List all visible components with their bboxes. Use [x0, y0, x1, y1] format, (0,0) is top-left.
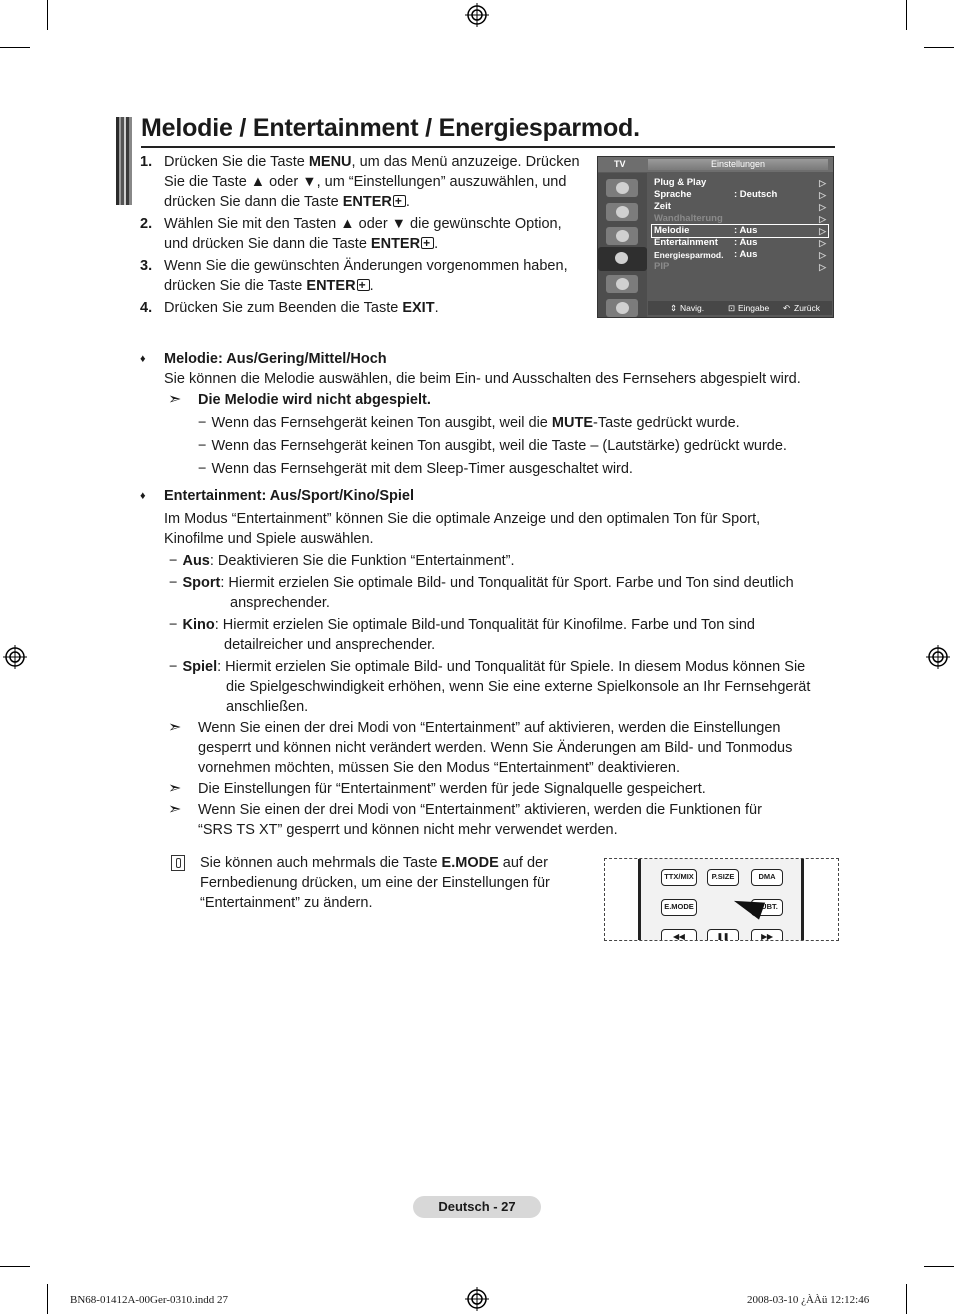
footer-nav-label: Navig.: [680, 303, 705, 313]
tv-menu-list: [652, 177, 828, 273]
crop-mark: [47, 1284, 48, 1314]
section-text: Im Modus “Entertainment” können Sie die optimale Anzeige und den optimalen Ton für Sport, Kinofilme und Spiele auswählen.: [164, 511, 761, 547]
mode-item-cont: detailreicher und ansprechender.: [224, 637, 436, 653]
dash-item: − Wenn das Fernsehgerät keinen Ton ausgibt, weil die Taste – (Lautstärke) gedrückt wurde.: [198, 438, 787, 454]
step-text: Wählen Sie mit den Tasten ▲ oder ▼ die gewünschte Option, und drücken Sie dann die Taste ENTER+ .: [164, 214, 585, 254]
note: ➣ Die Einstellungen für “Entertainment” werden für jede Signalquelle gespeichert.: [168, 780, 706, 797]
print-file-info: BN68-01412A-00Ger-0310.indd 27: [70, 1294, 229, 1306]
tv-menu-row: Entertainment : Aus ▷: [654, 237, 826, 248]
setup-gear-icon: [598, 247, 647, 271]
remote-control-illustration: [604, 858, 839, 941]
mode-item: − Kino: Hiermit erzielen Sie optimale Bild-und Tonqualität für Kinofilme. Farbe und Ton sind: [169, 617, 755, 633]
mode-item: − Sport: Hiermit erzielen Sie optimale Bild- und Tonqualität für Sport. Farbe und Ton sind deutlich: [169, 575, 794, 591]
registration-mark-icon: [465, 3, 489, 27]
tv-source-label: TV: [614, 159, 626, 169]
arrow-right-icon: ▷: [819, 262, 826, 272]
tv-menu-topbar: [598, 157, 833, 172]
dash-item: − Wenn das Fernsehgerät keinen Ton ausgibt, weil die MUTE-Taste gedrückt wurde.: [198, 415, 740, 431]
step-text: Drücken Sie zum Beenden die Taste EXIT.: [164, 300, 439, 316]
dma-button: DMA: [751, 869, 783, 886]
footer-back-label: Zurück: [794, 303, 820, 313]
sound-icon: [606, 203, 638, 221]
mode-item: − Aus: Deaktivieren Sie die Funktion “Entertainment”.: [169, 553, 515, 569]
p-size-button: P.SIZE: [707, 869, 739, 886]
subt-button: SUBT.: [751, 899, 783, 916]
navigate-icon: ⇕: [670, 303, 678, 313]
registration-mark-icon: [926, 645, 950, 669]
note-arrow-icon: ➣: [168, 801, 182, 818]
step-number: 1.: [140, 154, 153, 170]
arrow-right-icon: ▷: [819, 178, 826, 188]
tv-menu-row-selected: Melodie : Aus ▷: [654, 225, 826, 236]
mode-item-cont: ansprechender.: [230, 595, 330, 611]
step-text: Drücken Sie die Taste MENU, um das Menü anzuzeige. Drücken Sie die Taste ▲ oder ▼, um “Einstellungen” auszuwählen, und drücken Sie dann die Taste ENTER+ .: [164, 152, 585, 212]
melodie-section: [140, 349, 830, 479]
arrow-right-icon: ▷: [819, 190, 826, 200]
crop-mark: [47, 0, 48, 30]
tv-menu-row: Zeit ▷: [654, 201, 826, 212]
arrow-right-icon: ▷: [819, 226, 826, 236]
mode-item: − Spiel: Hiermit erzielen Sie optimale Bild- und Tonqualität für Spiele. In diesem Modus können Sie: [169, 659, 806, 675]
enter-icon: [421, 237, 434, 249]
step-item: [140, 214, 585, 254]
crop-mark: [906, 1284, 907, 1314]
dash-item: − Wenn das Fernsehgerät mit dem Sleep-Timer ausgeschaltet wird.: [198, 461, 633, 477]
step-item: [140, 256, 585, 296]
note: ➣ Wenn Sie einen der drei Modi von “Entertainment” auf aktivieren, werden die Einstellungen gesperrt und können nicht verändert werden. Wenn Sie Änderungen am Bild- und Tonmodus vornehmen möchten, müssen Sie den Modus “Entertainment” deaktivieren.: [168, 719, 793, 776]
diamond-bullet-icon: ♦: [140, 353, 146, 365]
mode-item-cont: die Spielgeschwindigkeit erhöhen, wenn Sie eine externe Spielkonsole an Ihr Fernsehgerät: [226, 679, 811, 695]
page-title: Melodie / Entertainment / Energiesparmod.: [141, 112, 835, 148]
step-number: 3.: [140, 258, 153, 274]
tv-menu-sidebar: [598, 173, 647, 317]
registration-mark-icon: [465, 1287, 489, 1311]
arrow-right-icon: ▷: [819, 250, 826, 260]
note: ➣ Die Melodie wird nicht abgespielt.: [168, 391, 431, 408]
step-item: [140, 152, 585, 212]
remote-body: [638, 858, 804, 941]
tv-menu-row: Energiesparmod. : Aus ▷: [654, 249, 826, 260]
page-number: Deutsch - 27: [413, 1196, 541, 1218]
crop-mark: [924, 47, 954, 48]
diamond-bullet-icon: ♦: [140, 490, 146, 502]
print-date-info: 2008-03-10 ¿ÀÀü 12:12:46: [747, 1294, 870, 1306]
note-arrow-icon: ➣: [168, 391, 182, 408]
step-item: [140, 298, 585, 318]
step-number: 2.: [140, 216, 153, 232]
section-text: Sie können die Melodie auswählen, die beim Ein- und Ausschalten des Fernsehers abgespielt wird.: [164, 371, 801, 387]
pause-button: ❚❚: [707, 929, 739, 941]
step-text: Wenn Sie die gewünschten Änderungen vorgenommen haben, drücken Sie die Taste ENTER+ .: [164, 256, 585, 296]
crop-mark: [906, 0, 907, 30]
forward-button: ▶▶: [751, 929, 783, 941]
step-number: 4.: [140, 300, 153, 316]
note: ➣ Wenn Sie einen der drei Modi von “Entertainment” aktivieren, werden die Funktionen für “SRS TS XT” gesperrt und können nicht mehr verwendet werden.: [168, 801, 762, 838]
entertainment-section: [140, 486, 830, 840]
enter-small-icon: ⊡: [728, 303, 736, 313]
arrow-right-icon: ▷: [819, 202, 826, 212]
title-decoration-bar: [116, 117, 132, 205]
tv-menu-row: PIP ▷: [654, 261, 826, 272]
note-arrow-icon: ➣: [168, 719, 182, 736]
footer-enter-label: Eingabe: [738, 303, 770, 313]
tv-menu-footer: [648, 301, 832, 315]
crop-mark: [0, 1266, 30, 1267]
section-heading: Entertainment: Aus/Sport/Kino/Spiel: [164, 488, 415, 504]
mode-item-cont: anschließen.: [226, 699, 309, 715]
registration-mark-icon: [3, 645, 27, 669]
enter-icon: [357, 279, 370, 291]
application-icon: [606, 299, 638, 317]
pointer-arrow-icon: [731, 892, 765, 919]
return-icon: ↶: [783, 303, 791, 313]
tv-menu-row: Sprache : Deutsch ▷: [654, 189, 826, 200]
tv-menu-header: Einstellungen: [648, 159, 828, 170]
tv-menu-screenshot: [597, 156, 834, 318]
note-arrow-icon: ➣: [168, 780, 182, 797]
arrow-right-icon: ▷: [819, 214, 826, 224]
channel-icon: [606, 227, 638, 245]
section-heading: Melodie: Aus/Gering/Mittel/Hoch: [164, 351, 387, 367]
e-mode-button: E.MODE: [661, 899, 697, 916]
enter-icon: [393, 195, 406, 207]
tv-menu-row: Plug & Play ▷: [654, 177, 826, 188]
tip-text: Sie können auch mehrmals die Taste E.MODE auf der Fernbedienung drücken, um eine der Einstellungen für “Entertainment” zu ändern.: [200, 855, 550, 911]
steps-list: [140, 152, 585, 320]
arrow-right-icon: ▷: [819, 238, 826, 248]
input-icon: [606, 275, 638, 293]
crop-mark: [0, 47, 30, 48]
crop-mark: [924, 1266, 954, 1267]
tv-menu-row: Wandhalterung ▷: [654, 213, 826, 224]
rewind-button: ◀◀: [661, 929, 697, 941]
picture-icon: [606, 179, 638, 197]
tip-hand-icon: [171, 855, 185, 871]
ttx-mix-button: TTX/MIX: [661, 869, 697, 886]
